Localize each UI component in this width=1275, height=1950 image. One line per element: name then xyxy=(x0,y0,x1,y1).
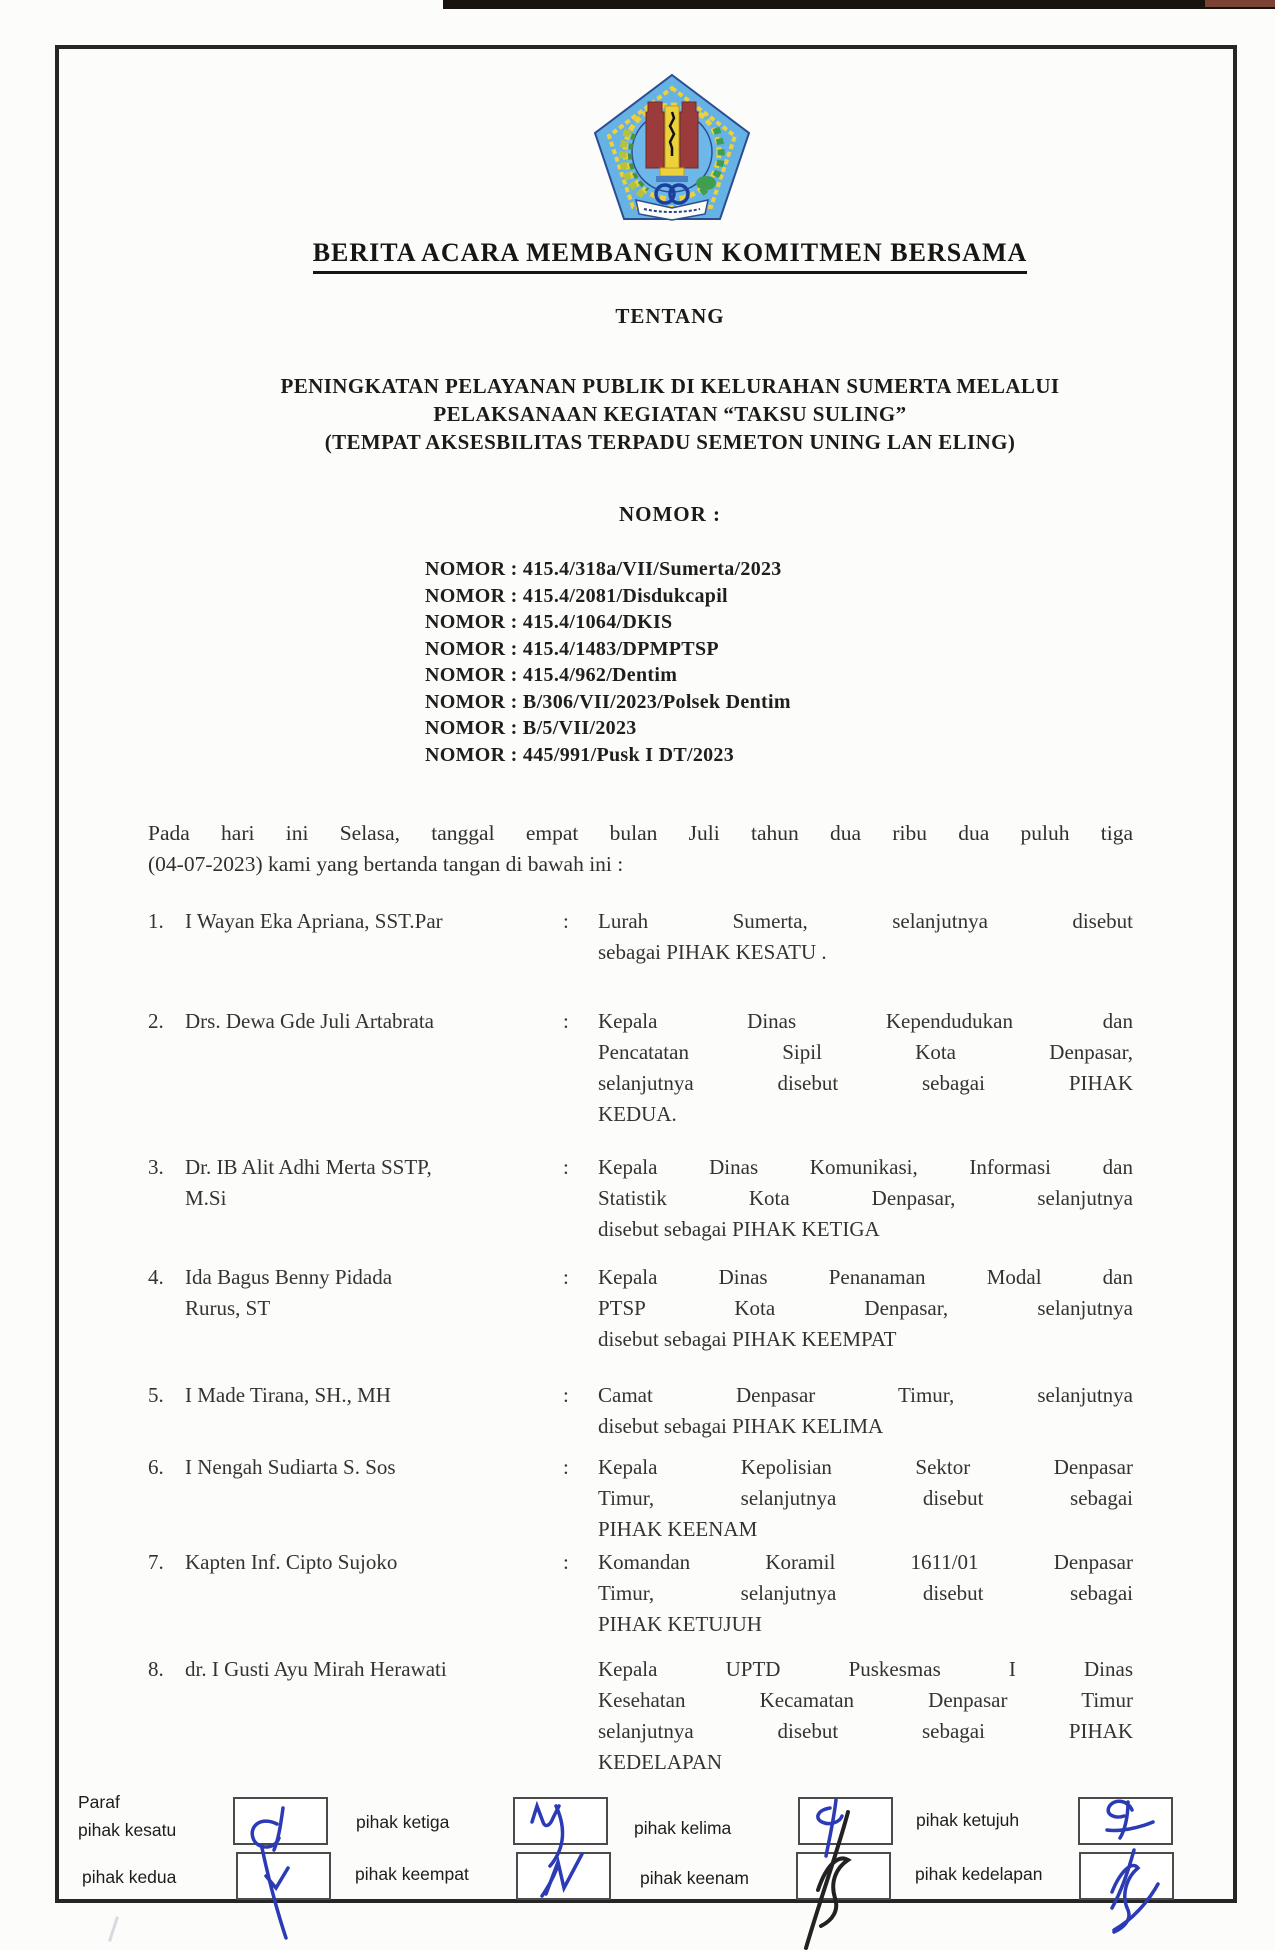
nomor-line: NOMOR : 415.4/2081/Disdukcapil xyxy=(425,584,728,607)
paraf-label-kedua: pihak kedua xyxy=(82,1867,177,1887)
scan-corner-artifact xyxy=(1205,0,1275,7)
subject-line: PENINGKATAN PELAYANAN PUBLIK DI KELURAHAN SUMERTA MELALUI xyxy=(280,374,1060,398)
party-number: 3. xyxy=(148,1155,164,1179)
paraf-box-kedelapan xyxy=(1079,1852,1174,1900)
scan-scratch-artifact xyxy=(108,1916,119,1942)
party-item xyxy=(148,1654,1133,1778)
party-name: Ida Bagus Benny Pidada Rurus, ST xyxy=(185,1265,393,1320)
paraf-label-keempat: pihak keempat xyxy=(355,1864,469,1884)
party-colon: : xyxy=(563,1455,569,1479)
party-colon: : xyxy=(563,1009,569,1033)
paraf-label-ketujuh: pihak ketujuh xyxy=(916,1810,1020,1830)
opening-paragraph: Pada hari ini Selasa, tanggal empat bulan Juli tahun dua ribu dua puluh tiga (04-07-2023) kami yang bertanda tangan di bawah ini : xyxy=(148,821,1133,876)
party-item xyxy=(148,1547,1133,1640)
party-name: Drs. Dewa Gde Juli Artabrata xyxy=(185,1009,435,1033)
paraf-label-keenam: pihak keenam xyxy=(640,1868,749,1888)
party-number: 8. xyxy=(148,1657,164,1681)
party-colon xyxy=(563,1654,581,1778)
party-item xyxy=(148,1152,1133,1245)
scan-edge-artifact xyxy=(443,0,1275,9)
party-name: dr. I Gusti Ayu Mirah Herawati xyxy=(185,1657,447,1681)
nomor-line: NOMOR : B/306/VII/2023/Polsek Dentim xyxy=(425,690,791,713)
paraf-label-kesatu: pihak kesatu xyxy=(78,1820,177,1840)
denpasar-city-emblem-icon xyxy=(592,72,752,222)
party-number: 5. xyxy=(148,1383,164,1407)
party-item xyxy=(148,1006,1133,1130)
party-colon: : xyxy=(563,1383,569,1407)
party-item xyxy=(148,906,1133,968)
party-item xyxy=(148,1380,1133,1442)
party-number: 6. xyxy=(148,1455,164,1479)
party-role: Lurah Sumerta, selanjutnya disebut sebagai PIHAK KESATU . xyxy=(598,909,1133,964)
nomor-list xyxy=(425,556,791,768)
party-role: Kepala Dinas Kependudukan dan Pencatatan Sipil Kota Denpasar, selanjutnya disebut sebagai PIHAK KEDUA. xyxy=(598,1009,1133,1126)
party-number: 7. xyxy=(148,1550,164,1574)
party-number: 1. xyxy=(148,909,164,933)
paraf-box-kedua xyxy=(236,1852,331,1900)
nomor-line: NOMOR : 415.4/1483/DPMPTSP xyxy=(425,637,719,660)
nomor-line: NOMOR : 445/991/Pusk I DT/2023 xyxy=(425,743,735,766)
party-name: I Wayan Eka Apriana, SST.Par xyxy=(185,909,443,933)
party-name: Kapten Inf. Cipto Sujoko xyxy=(185,1550,398,1574)
paraf-box-kelima xyxy=(798,1797,893,1845)
paraf-label-ketiga: pihak ketiga xyxy=(356,1812,450,1832)
party-role: Kepala Dinas Komunikasi, Informasi dan Statistik Kota Denpasar, selanjutnya disebut sebagai PIHAK KETIGA xyxy=(598,1155,1133,1241)
title-row xyxy=(150,238,1190,274)
paraf-box-keempat xyxy=(516,1852,611,1900)
party-role: Camat Denpasar Timur, selanjutnya disebut sebagai PIHAK KELIMA xyxy=(598,1383,1133,1438)
paraf-box-ketujuh xyxy=(1078,1797,1173,1845)
nomor-line: NOMOR : 415.4/318a/VII/Sumerta/2023 xyxy=(425,558,782,580)
paraf-label-kedelapan: pihak kedelapan xyxy=(915,1864,1043,1884)
paraf-box-keenam xyxy=(796,1852,891,1900)
party-item xyxy=(148,1262,1133,1355)
party-number: 2. xyxy=(148,1009,164,1033)
nomor-line: NOMOR : 415.4/1064/DKIS xyxy=(425,611,673,633)
paraf-label-kelima: pihak kelima xyxy=(634,1818,732,1838)
party-role: Kepala Kepolisian Sektor Denpasar Timur, selanjutnya disebut sebagai PIHAK KEENAM xyxy=(598,1455,1133,1541)
party-role: Kepala UPTD Puskesmas I Dinas Kesehatan Kecamatan Denpasar Timur selanjutnya disebut sebagai PIHAK KEDELAPAN xyxy=(598,1657,1133,1774)
party-colon: : xyxy=(563,1550,569,1574)
paraf-box-kesatu xyxy=(233,1797,328,1845)
party-name: Dr. IB Alit Adhi Merta SSTP, M.Si xyxy=(185,1155,432,1210)
subject-line: PELAKSANAAN KEGIATAN “TAKSU SULING” xyxy=(433,402,907,426)
subject-block xyxy=(150,372,1190,456)
party-colon: : xyxy=(563,1265,569,1289)
paraf-caption: Paraf xyxy=(78,1792,120,1812)
party-role: Kepala Dinas Penanaman Modal dan PTSP Kota Denpasar, selanjutnya disebut sebagai PIHAK KEEMPAT xyxy=(598,1265,1133,1351)
nomor-line: NOMOR : 415.4/962/Dentim xyxy=(425,664,678,686)
page-title: BERITA ACARA MEMBANGUN KOMITMEN BERSAMA xyxy=(313,238,1028,274)
nomor-heading: NOMOR : xyxy=(618,502,722,526)
subject-line: (TEMPAT AKSESBILITAS TERPADU SEMETON UNING LAN ELING) xyxy=(324,430,1016,454)
party-name: I Made Tirana, SH., MH xyxy=(185,1383,391,1407)
paraf-box-ketiga xyxy=(513,1797,608,1845)
party-number: 4. xyxy=(148,1265,164,1289)
nomor-line: NOMOR : B/5/VII/2023 xyxy=(425,717,637,739)
signatory-list xyxy=(148,906,1133,1778)
party-role: Komandan Koramil 1611/01 Denpasar Timur, selanjutnya disebut sebagai PIHAK KETUJUH xyxy=(598,1550,1133,1636)
about-label: TENTANG xyxy=(615,304,725,328)
party-colon: : xyxy=(563,1155,569,1179)
party-name: I Nengah Sudiarta S. Sos xyxy=(185,1455,396,1479)
party-item xyxy=(148,1452,1133,1545)
party-colon: : xyxy=(563,909,569,933)
